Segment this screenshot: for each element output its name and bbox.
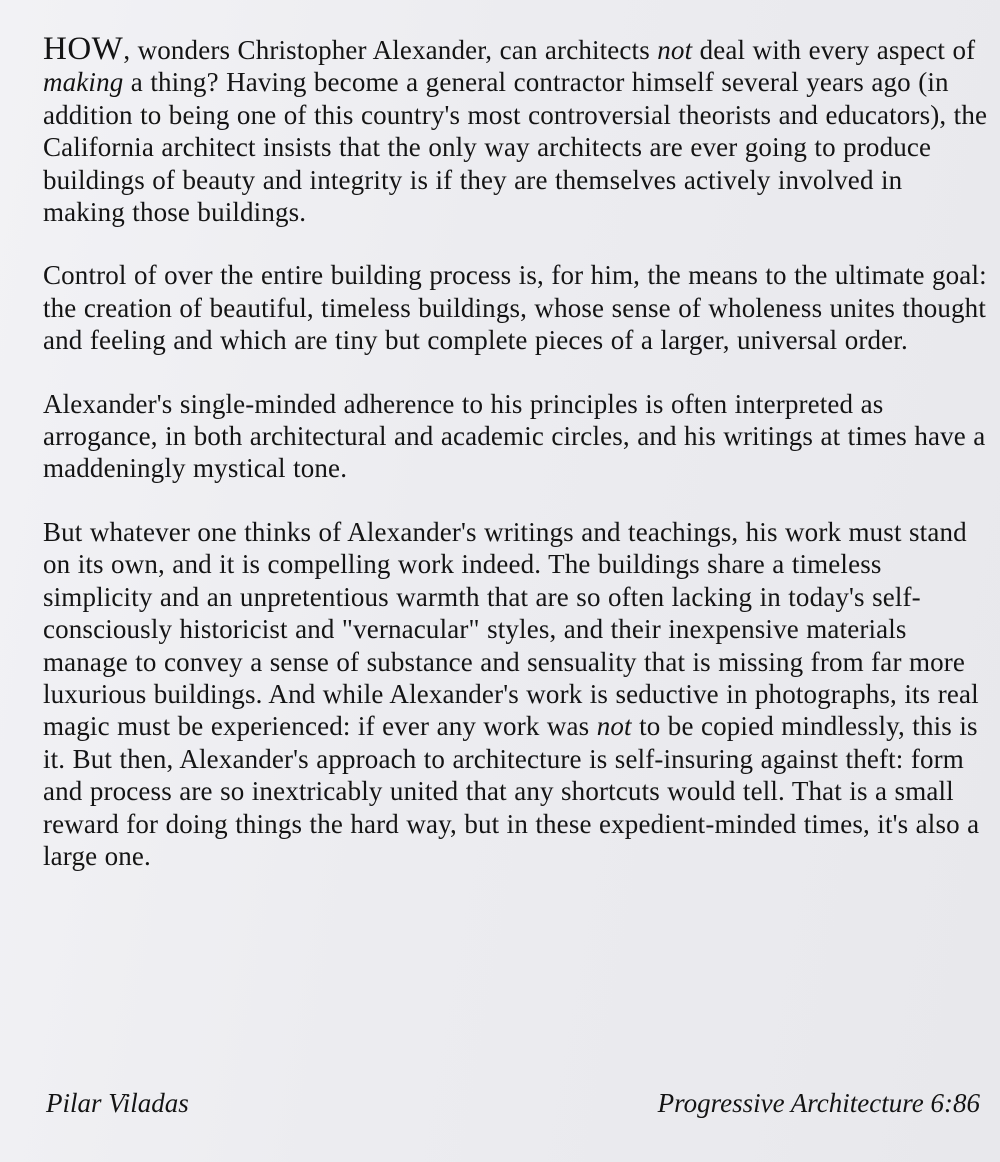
paragraph-1-emphasis-a: not	[657, 35, 693, 65]
lead-word: HOW	[43, 31, 124, 67]
paragraph-4-text-b: to be copied mindlessly, this is it. But then, Alexander's approach to architecture is self-insuring against theft: form and process are so inextricably united that any shortcuts would tell. That is a small reward for doing things the hard way, but in these expedient-minded times, it's also a large one.	[43, 711, 980, 871]
paragraph-1-text-b: deal with every aspect of	[692, 35, 976, 65]
paragraph-1-text-c: a thing? Having become a general contractor himself several years ago (in addition to being one of this country's most controversial theorists and educators), the California architect insists that the only way architects are ever going to produce buildings of beauty and integrity is if they are themselves actively involved in making those buildings.	[43, 67, 988, 228]
paragraph-2: Control of over the entire building process is, for him, the means to the ultimate goal: the creation of beautiful, timeless buildings, whose sense of wholeness unites thought and feeling and which are tiny but complete pieces of a larger, universal order.	[43, 260, 987, 356]
paragraph-1	[43, 33, 988, 228]
paragraph-4	[43, 516, 988, 872]
paragraph-1-emphasis-b: making	[43, 67, 124, 98]
publication-source: Progressive Architecture 6:86	[657, 1088, 980, 1118]
paragraph-4-emphasis: not	[596, 711, 632, 742]
attribution	[46, 1086, 980, 1120]
article-body	[43, 33, 988, 903]
paragraph-1-text-a: , wonders Christopher Alexander, can architects	[123, 35, 658, 65]
paragraph-3: Alexander's single-minded adherence to his principles is often interpreted as arrogance, in both architectural and academic circles, and his writings at times have a maddeningly mystical tone.	[43, 388, 986, 484]
paragraph-4-text-a: But whatever one thinks of Alexander's writings and teachings, his work must stand on its own, and it is compelling work indeed. The buildings share a timeless simplicity and an unpretentious warmth that are so often lacking in today's self-consciously historicist and "vernacular" styles, and their inexpensive materials manage to convey a sense of substance and sensuality that is missing from far more luxurious buildings. And while Alexander's work is seductive in photographs, its real magic must be experienced: if ever any work was	[43, 516, 979, 742]
author-name: Pilar Viladas	[46, 1088, 189, 1118]
